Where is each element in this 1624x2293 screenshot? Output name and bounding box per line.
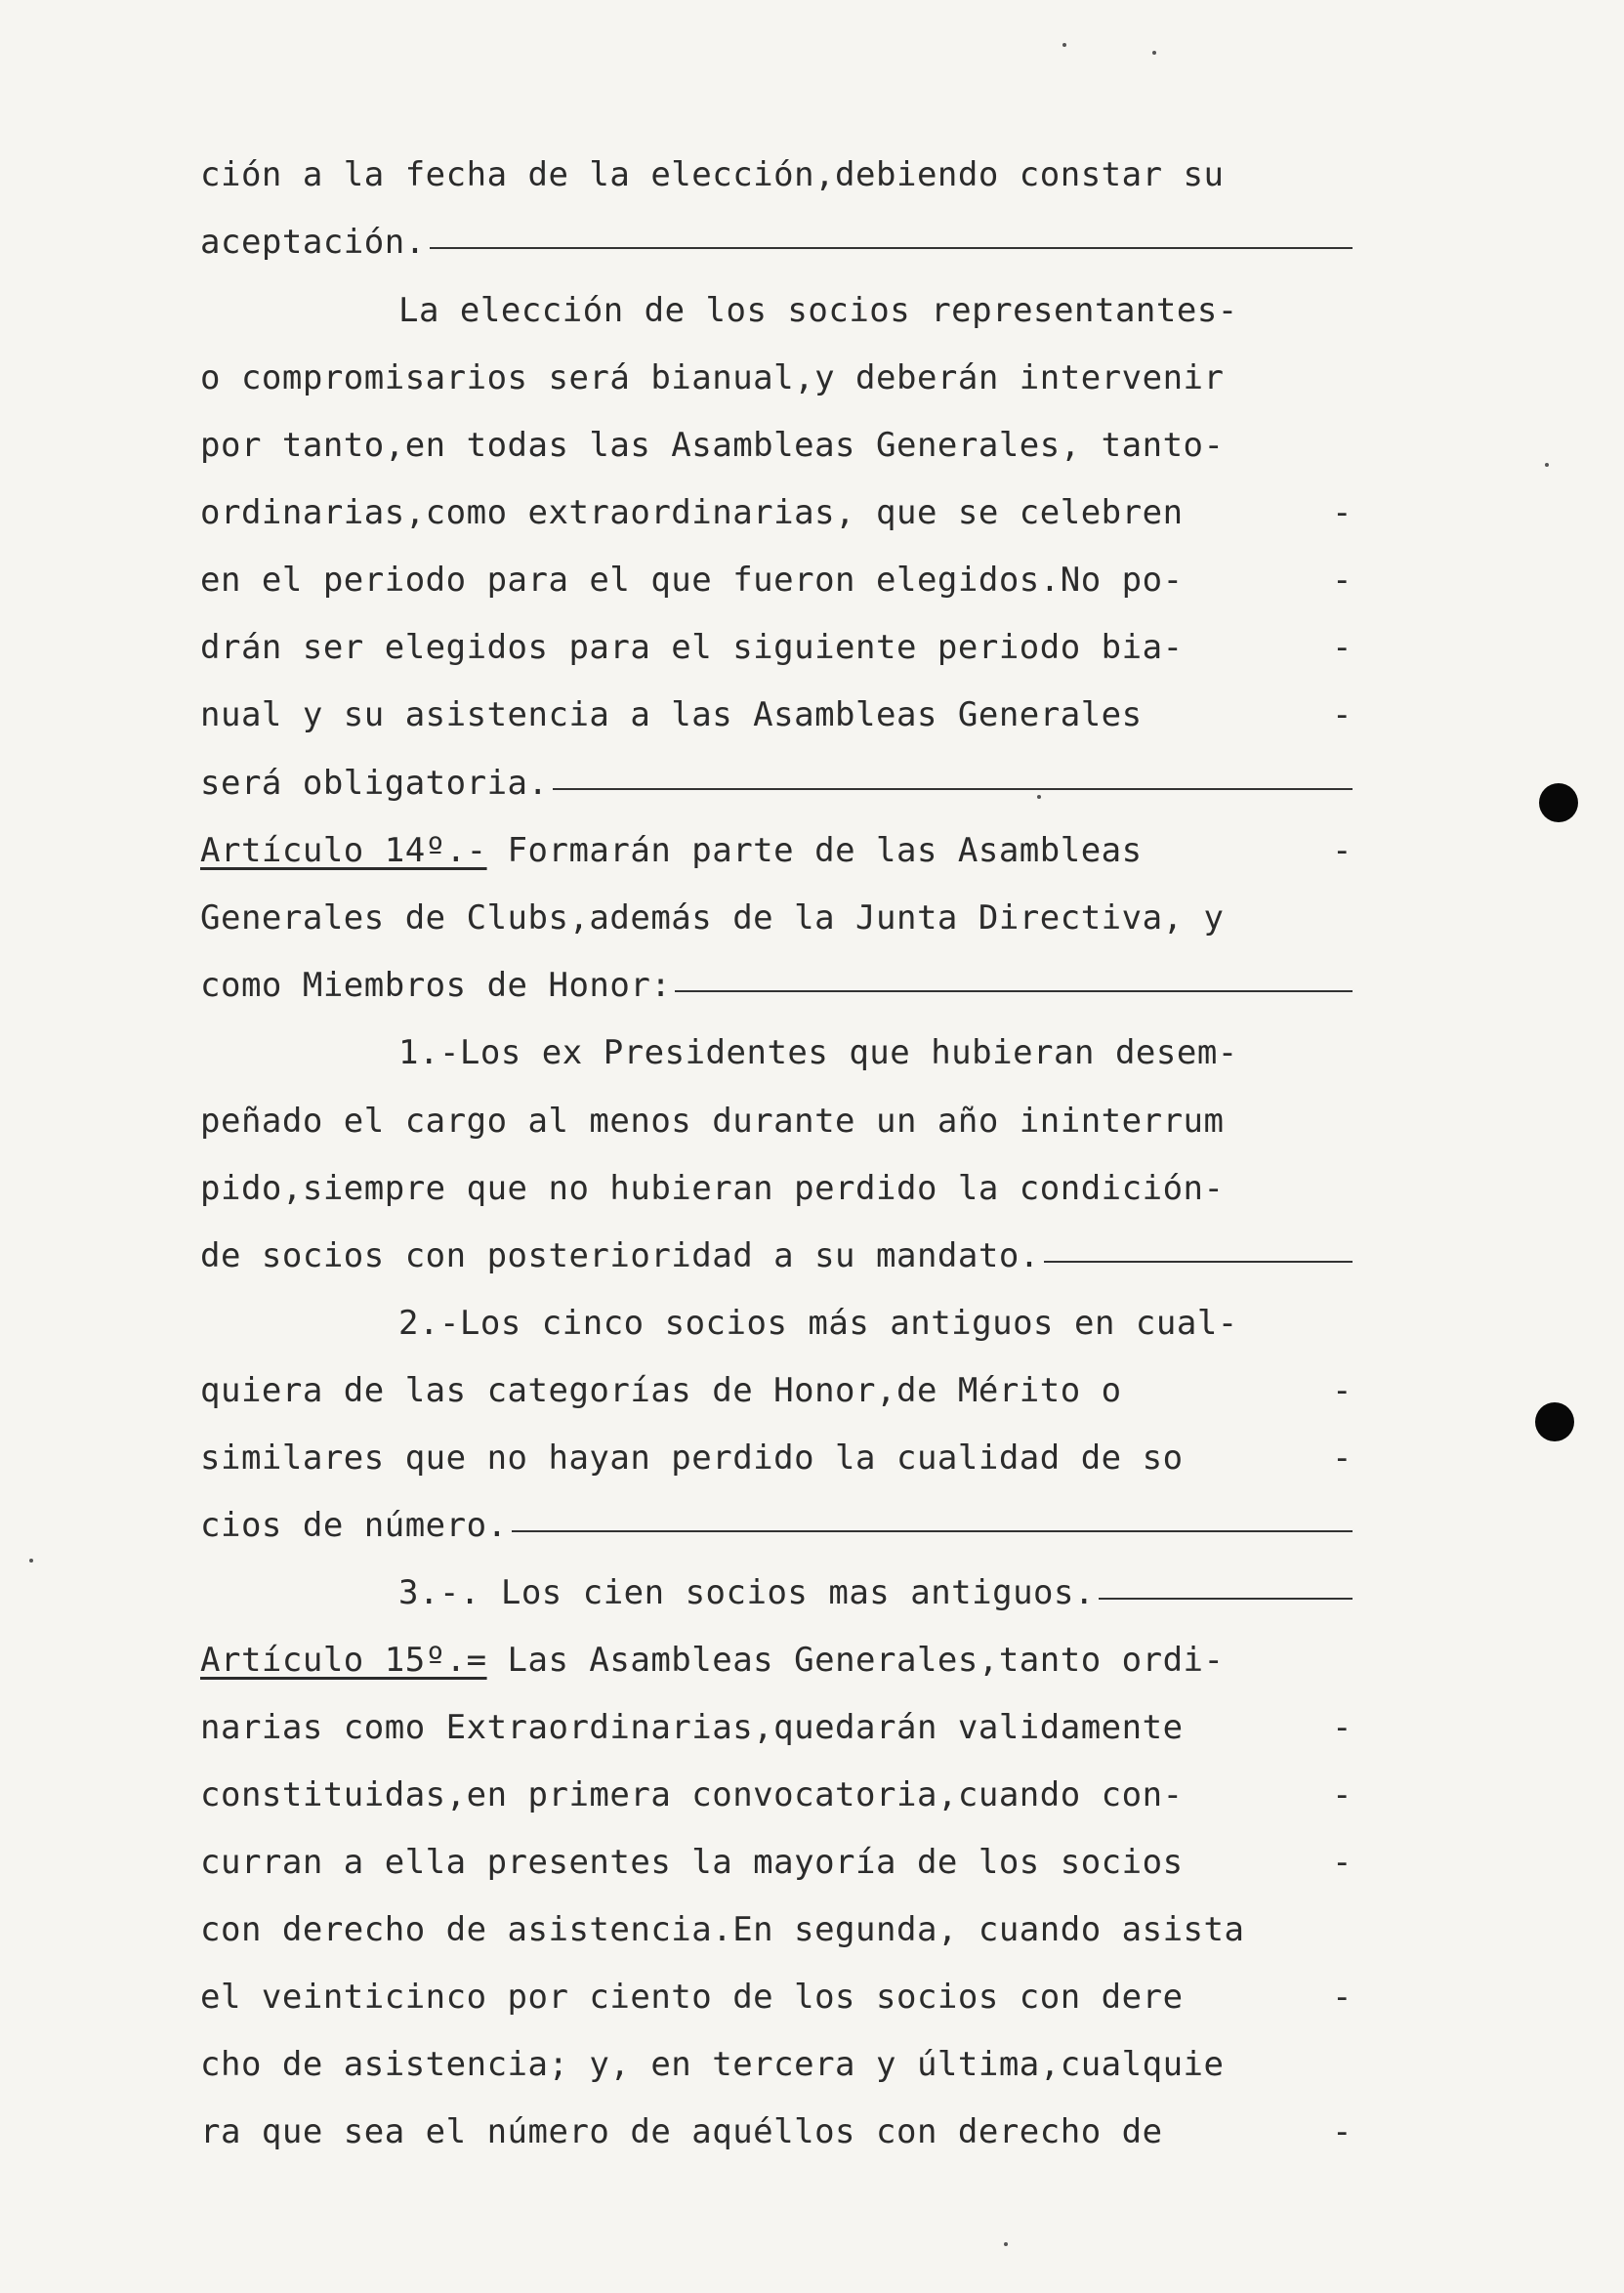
line-dash: -: [1332, 1843, 1353, 1882]
speck-mark: [1004, 2242, 1008, 2246]
line-dash: -: [1332, 1708, 1353, 1747]
line-text: nual y su asistencia a las Asambleas Generales: [200, 695, 1143, 734]
text-line: [200, 1904, 1353, 1955]
line-text: cios de número.: [200, 1506, 508, 1545]
line-dash: -: [1332, 831, 1353, 870]
text-line: [200, 758, 1353, 809]
text-line: [200, 149, 1353, 200]
article-label: Artículo 15º.=: [200, 1641, 487, 1680]
text-line: [200, 1500, 1353, 1551]
line-text: como Miembros de Honor:: [200, 966, 672, 1005]
text-line: [200, 555, 1353, 605]
line-text: constituidas,en primera convocatoria,cuando con-: [200, 1775, 1184, 1814]
line-text: en el periodo para el que fueron elegidos.No po-: [200, 561, 1184, 600]
text-line: [200, 1702, 1353, 1753]
text-line: [200, 2106, 1353, 2157]
punch-hole-icon: [1539, 783, 1578, 822]
text-line: [200, 1163, 1353, 1214]
article-15-heading-line: [200, 1635, 1353, 1686]
text-line: [200, 1096, 1353, 1146]
text-line: [200, 420, 1353, 471]
line-dash: -: [1332, 1978, 1353, 2017]
text-line: [200, 2039, 1353, 2090]
line-text: 2.-Los cinco socios más antiguos en cual-: [398, 1304, 1238, 1343]
fill-rule: [430, 247, 1353, 249]
line-text: aceptación.: [200, 223, 426, 262]
fill-rule: [553, 788, 1353, 790]
speck-mark: [1062, 43, 1066, 47]
text-line: [200, 1365, 1353, 1416]
line-text: pido,siempre que no hubieran perdido la condición-: [200, 1169, 1225, 1208]
line-text: Las Asambleas Generales,tanto ordi-: [486, 1641, 1225, 1680]
line-text: ordinarias,como extraordinarias, que se celebren: [200, 493, 1184, 532]
line-dash: -: [1332, 493, 1353, 532]
fill-rule: [675, 990, 1353, 992]
text-line: [200, 1837, 1353, 1888]
line-text: cho de asistencia; y, en tercera y última,cualquie: [200, 2045, 1225, 2084]
punch-hole-icon: [1535, 1402, 1574, 1441]
line-dash: -: [1332, 695, 1353, 734]
line-text: será obligatoria.: [200, 764, 549, 803]
line-dash: -: [1332, 628, 1353, 667]
line-dash: -: [1332, 561, 1353, 600]
text-line: [398, 1298, 1353, 1349]
line-text: similares que no hayan perdido la cualidad de so: [200, 1438, 1184, 1478]
line-text: La elección de los socios representantes-: [398, 291, 1238, 330]
speck-mark: [1545, 463, 1549, 467]
fill-rule: [512, 1530, 1353, 1532]
text-line: [200, 622, 1353, 673]
text-line: [398, 1567, 1353, 1618]
text-line: [200, 1433, 1353, 1483]
article-label: Artículo 14º.-: [200, 831, 487, 870]
line-text: Formarán parte de las Asambleas: [486, 831, 1143, 870]
line-dash: -: [1332, 2112, 1353, 2151]
text-line: [200, 1770, 1353, 1820]
text-line: [398, 1027, 1353, 1078]
line-text: el veinticinco por ciento de los socios con dere: [200, 1978, 1184, 2017]
line-dash: -: [1332, 1438, 1353, 1478]
line-text: 1.-Los ex Presidentes que hubieran desem-: [398, 1033, 1238, 1072]
line-text: o compromisarios será bianual,y deberán intervenir: [200, 358, 1225, 397]
fill-rule: [1099, 1598, 1353, 1600]
line-text: ra que sea el número de aquéllos con derecho de: [200, 2112, 1163, 2151]
line-text: narias como Extraordinarias,quedarán validamente: [200, 1708, 1184, 1747]
text-line: [398, 285, 1353, 336]
text-line: [200, 960, 1353, 1011]
text-line: [200, 1230, 1353, 1281]
text-line: [200, 353, 1353, 403]
line-text: con derecho de asistencia.En segunda, cuando asista: [200, 1910, 1245, 1949]
line-text: curran a ella presentes la mayoría de los socios: [200, 1843, 1184, 1882]
line-text: ción a la fecha de la elección,debiendo constar su: [200, 155, 1225, 194]
line-text: Generales de Clubs,además de la Junta Directiva, y: [200, 898, 1225, 938]
line-text: quiera de las categorías de Honor,de Mérito o: [200, 1371, 1122, 1410]
line-text: 3.-. Los cien socios mas antiguos.: [398, 1573, 1095, 1612]
article-14-heading-line: [200, 825, 1353, 876]
text-line: [200, 487, 1353, 538]
line-text: de socios con posterioridad a su mandato.: [200, 1236, 1040, 1275]
text-line: [200, 689, 1353, 740]
fill-rule: [1044, 1261, 1353, 1263]
line-text: drán ser elegidos para el siguiente periodo bia-: [200, 628, 1184, 667]
line-dash: -: [1332, 1371, 1353, 1410]
line-text: por tanto,en todas las Asambleas Generales, tanto-: [200, 426, 1225, 465]
speck-mark: [1152, 51, 1156, 55]
line-dash: -: [1332, 1775, 1353, 1814]
text-line: [200, 217, 1353, 268]
line-text: peñado el cargo al menos durante un año ininterrum: [200, 1102, 1225, 1141]
speck-mark: [1037, 795, 1041, 799]
text-line: [200, 893, 1353, 943]
text-line: [200, 1972, 1353, 2022]
speck-mark: [29, 1559, 33, 1563]
